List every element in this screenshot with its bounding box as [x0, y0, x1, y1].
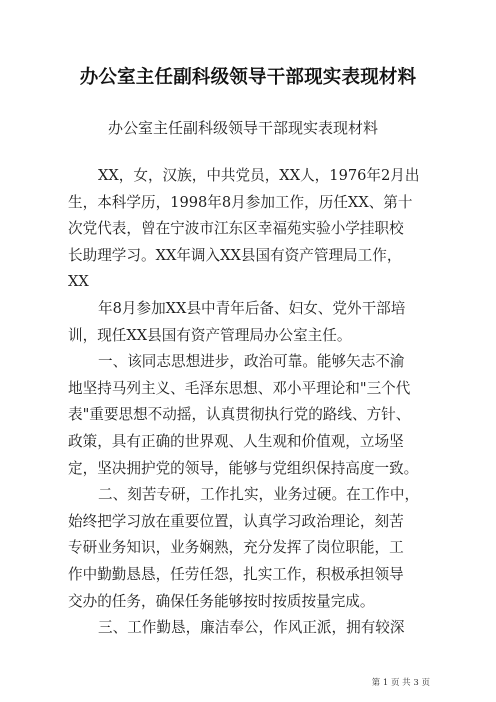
body-line: 作中勤勤恳恳，任劳任怨，扎实工作，积极承担领导 — [68, 565, 404, 583]
body-line: 专研业务知识，业务娴熟，充分发挥了岗位职能，工 — [68, 539, 404, 557]
body-line: 年8月参加XX县中青年后备、妇女、党外干部培 — [98, 299, 406, 317]
body-line: 政策，具有正确的世界观、人生观和价值观，立场坚 — [68, 432, 404, 450]
body-line: 表"重要思想不动摇，认真贯彻执行党的路线、方针、 — [68, 406, 411, 424]
body-line: 始终把学习放在重要位置，认真学习政治理论，刻苦 — [68, 512, 404, 530]
body-line: 次党代表，曾在宁波市江东区幸福苑实验小学挂职校 — [68, 220, 404, 238]
document-body — [68, 163, 438, 642]
body-line: 一、该同志思想进步，政治可靠。能够矢志不渝 — [98, 353, 405, 371]
page-footer: 第 1 页 共 3 页 — [371, 678, 430, 688]
document-title: 办公室主任副科级领导干部现实表现材料 — [79, 67, 417, 88]
body-line: 三、工作勤恳，廉洁奉公，作风正派，拥有较深 — [98, 619, 405, 637]
body-line: 二、刻苦专研，工作扎实，业务过硬。在工作中， — [98, 486, 420, 504]
body-line: XX — [68, 273, 89, 291]
body-line: 长助理学习。XX年调入XX县国有资产管理局工作， — [68, 246, 402, 264]
body-line: 定，坚决拥护党的领导，能够与党组织保持高度一致。 — [68, 459, 419, 477]
body-line: 地坚持马列主义、毛泽东思想、邓小平理论和"三个代 — [68, 379, 411, 397]
body-line: 生，本科学历，1998年8月参加工作，历任XX、第十 — [68, 193, 413, 211]
body-line: 训，现任XX县国有资产管理局办公室主任。 — [68, 326, 352, 344]
body-line: XX，女，汉族，中共党员，XX人，1976年2月出 — [98, 167, 420, 184]
document-subtitle: 办公室主任副科级领导干部现实表现材料 — [108, 119, 379, 137]
body-line: 交办的任务，确保任务能够按时按质按量完成。 — [68, 592, 375, 610]
